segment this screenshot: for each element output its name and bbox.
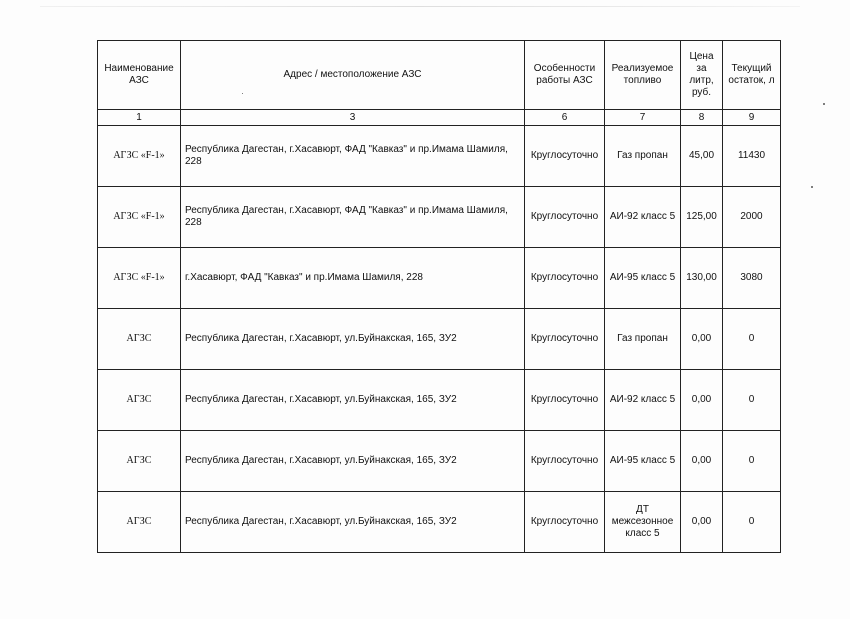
station-name: АГЗС «F-1»	[98, 187, 181, 248]
station-price: 130,00	[681, 248, 723, 309]
table-row	[98, 248, 781, 309]
station-fuel: АИ-92 класс 5	[605, 187, 681, 248]
station-address: Республика Дагестан, г.Хасавюрт, ул.Буйнакская, 165, ЗУ2	[181, 431, 525, 492]
column-number: 7	[605, 110, 681, 126]
station-features: Круглосуточно	[525, 309, 605, 370]
station-fuel: Газ пропан	[605, 309, 681, 370]
station-remaining: 0	[723, 370, 781, 431]
station-name: АГЗС «F-1»	[98, 126, 181, 187]
station-features: Круглосуточно	[525, 248, 605, 309]
table-row	[98, 187, 781, 248]
station-remaining: 3080	[723, 248, 781, 309]
station-remaining: 0	[723, 492, 781, 553]
station-name: АГЗС	[98, 492, 181, 553]
station-remaining: 11430	[723, 126, 781, 187]
table-row	[98, 492, 781, 553]
station-address: Республика Дагестан, г.Хасавюрт, ул.Буйнакская, 165, ЗУ2	[181, 309, 525, 370]
station-fuel: АИ-95 класс 5	[605, 431, 681, 492]
station-features: Круглосуточно	[525, 126, 605, 187]
column-number: 9	[723, 110, 781, 126]
table-row	[98, 309, 781, 370]
header-remaining: Текущий остаток, л	[723, 41, 781, 110]
header-address: Адрес / местоположение АЗС	[181, 41, 525, 110]
station-name: АГЗС	[98, 431, 181, 492]
station-name: АГЗС	[98, 309, 181, 370]
station-remaining: 0	[723, 309, 781, 370]
column-numbers-row	[98, 110, 781, 126]
header-fuel: Реализуемое топливо	[605, 41, 681, 110]
station-features: Круглосуточно	[525, 187, 605, 248]
station-features: Круглосуточно	[525, 370, 605, 431]
scan-speck	[823, 103, 825, 105]
station-fuel: АИ-92 класс 5	[605, 370, 681, 431]
column-number: 8	[681, 110, 723, 126]
station-address: Республика Дагестан, г.Хасавюрт, ФАД "Кавказ" и пр.Имама Шамиля, 228	[181, 187, 525, 248]
column-number: 3	[181, 110, 525, 126]
table-row	[98, 126, 781, 187]
header-price: Цена за литр, руб.	[681, 41, 723, 110]
station-name: АГЗС	[98, 370, 181, 431]
station-price: 0,00	[681, 431, 723, 492]
table-row	[98, 431, 781, 492]
column-number: 1	[98, 110, 181, 126]
station-price: 0,00	[681, 370, 723, 431]
column-number: 6	[525, 110, 605, 126]
station-fuel: ДТ межсезонное класс 5	[605, 492, 681, 553]
station-remaining: 0	[723, 431, 781, 492]
station-price: 0,00	[681, 492, 723, 553]
station-address: Республика Дагестан, г.Хасавюрт, ул.Буйнакская, 165, ЗУ2	[181, 370, 525, 431]
station-name: АГЗС «F-1»	[98, 248, 181, 309]
station-address: Республика Дагестан, г.Хасавюрт, ФАД "Кавказ" и пр.Имама Шамиля, 228	[181, 126, 525, 187]
station-features: Круглосуточно	[525, 492, 605, 553]
station-remaining: 2000	[723, 187, 781, 248]
station-price: 125,00	[681, 187, 723, 248]
header-row	[98, 41, 781, 110]
station-fuel: АИ-95 класс 5	[605, 248, 681, 309]
fuel-stations-table	[97, 40, 781, 553]
station-fuel: Газ пропан	[605, 126, 681, 187]
header-name: Наименование АЗС	[98, 41, 181, 110]
station-address: г.Хасавюрт, ФАД "Кавказ" и пр.Имама Шамиля, 228	[181, 248, 525, 309]
scan-artifact-line	[40, 6, 800, 7]
station-price: 0,00	[681, 309, 723, 370]
station-features: Круглосуточно	[525, 431, 605, 492]
header-features: Особенности работы АЗС	[525, 41, 605, 110]
station-address: Республика Дагестан, г.Хасавюрт, ул.Буйнакская, 165, ЗУ2	[181, 492, 525, 553]
scan-speck	[811, 186, 813, 188]
table-row	[98, 370, 781, 431]
station-price: 45,00	[681, 126, 723, 187]
